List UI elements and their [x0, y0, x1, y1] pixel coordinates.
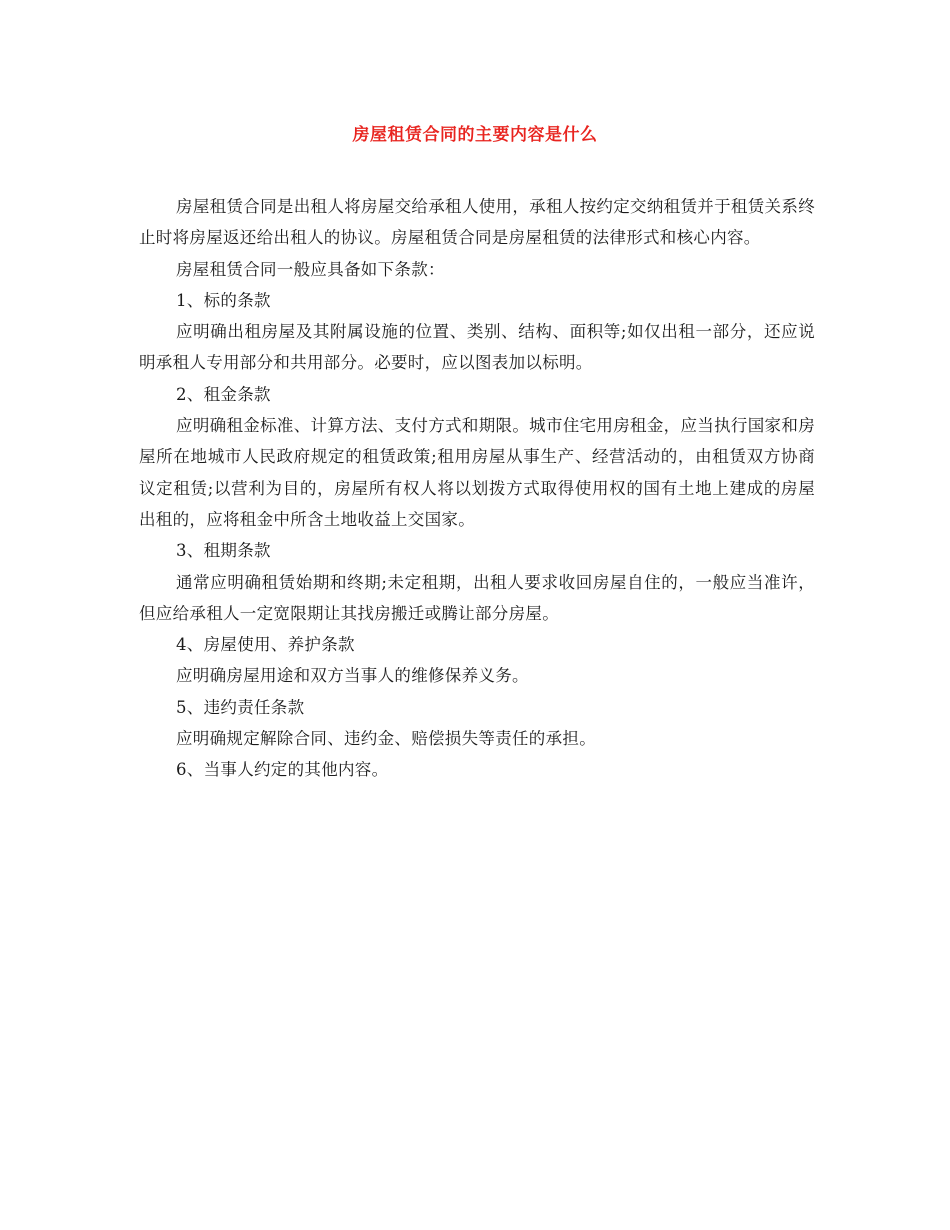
paragraph-term-clause: 通常应明确租赁始期和终期;未定租期，出租人要求收回房屋自住的，一般应当准许，但应给承租人一定宽限期让其找房搬迁或腾让部分房屋。	[139, 572, 815, 623]
heading-subject-clause: 1、标的条款	[176, 290, 271, 310]
document-body	[139, 191, 815, 786]
paragraph-intro: 房屋租赁合同是出租人将房屋交给承租人使用，承租人按约定交纳租赁并于租赁关系终止时将房屋返还给出租人的协议。房屋租赁合同是房屋租赁的法律形式和核心内容。	[139, 197, 815, 248]
heading-term-clause: 3、租期条款	[176, 541, 271, 561]
paragraph-clauses-intro: 房屋租赁合同一般应具备如下条款：	[176, 259, 445, 279]
paragraph-subject-clause: 应明确出租房屋及其附属设施的位置、类别、结构、面积等;如仅出租一部分，还应说明承租人专用部分和共用部分。必要时，应以图表加以标明。	[139, 322, 815, 373]
document-title: 房屋租赁合同的主要内容是什么	[352, 125, 598, 145]
heading-liability-clause: 5、违约责任条款	[176, 697, 305, 717]
heading-other-terms: 6、当事人约定的其他内容。	[176, 760, 389, 780]
paragraph-rent-clause: 应明确租金标准、计算方法、支付方式和期限。城市住宅用房租金，应当执行国家和房屋所在地城市人民政府规定的租赁政策;租用房屋从事生产、经营活动的，由租赁双方协商议定租赁;以营利为目的，房屋所有权人将以划拨方式取得使用权的国有土地上建成的房屋出租的，应将租金中所含土地收益上交国家。	[139, 416, 815, 529]
paragraph-use-maintenance-clause: 应明确房屋用途和双方当事人的维修保养义务。	[176, 666, 529, 686]
heading-rent-clause: 2、租金条款	[176, 384, 271, 404]
heading-use-maintenance-clause: 4、房屋使用、养护条款	[176, 635, 355, 655]
paragraph-liability-clause: 应明确规定解除合同、违约金、赔偿损失等责任的承担。	[176, 729, 596, 749]
